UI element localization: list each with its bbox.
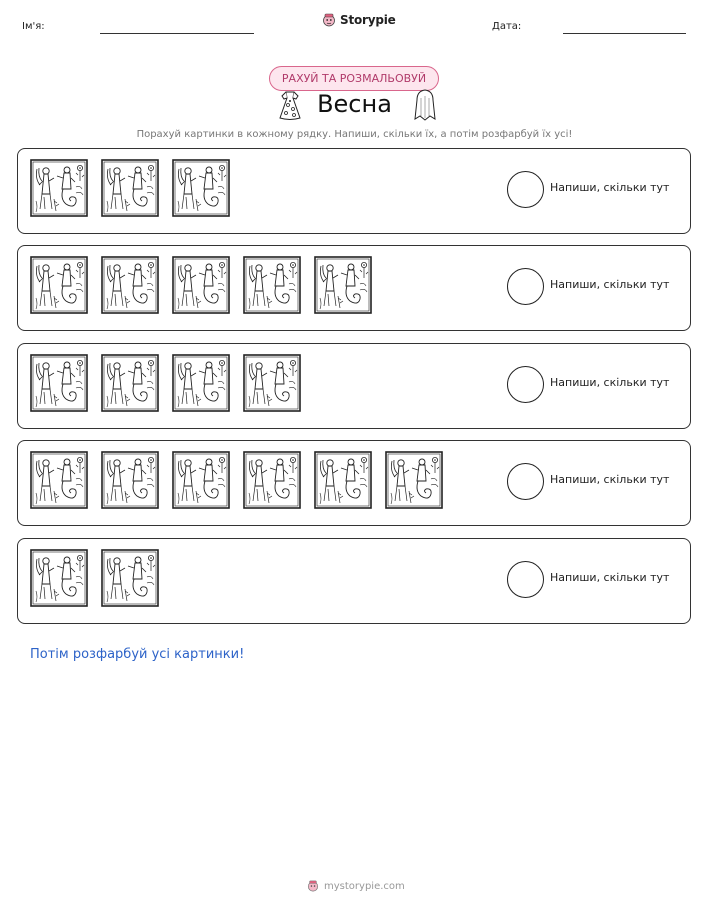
answer-circle[interactable] <box>507 463 544 500</box>
site-url: mystorypie.com <box>324 880 405 892</box>
answer-label: Напиши, скільки тут <box>550 181 670 194</box>
spring-figure-picture[interactable] <box>172 159 230 217</box>
spring-figure-picture[interactable] <box>101 549 159 607</box>
answer-circle[interactable] <box>507 561 544 598</box>
spring-figure-picture[interactable] <box>30 159 88 217</box>
instruction-text: Порахуй картинки в кожному рядку. Напиши, скільки їх, а потім розфарбуй їх усі! <box>136 129 573 140</box>
spring-figure-picture[interactable] <box>172 354 230 412</box>
activity-badge: РАХУЙ ТА РОЗМАЛЬОВУЙ <box>269 66 439 91</box>
date-label: Дата: <box>492 21 522 32</box>
spring-figure-picture[interactable] <box>243 256 301 314</box>
picture-group <box>30 549 159 607</box>
spring-figure-picture[interactable] <box>172 451 230 509</box>
counting-row-2 <box>17 245 691 331</box>
counting-row-5 <box>17 538 691 624</box>
picture-group <box>30 354 301 412</box>
page-title: Весна <box>317 90 392 118</box>
spring-figure-picture[interactable] <box>314 451 372 509</box>
spring-figure-picture[interactable] <box>172 256 230 314</box>
spring-figure-picture[interactable] <box>101 256 159 314</box>
answer-label: Напиши, скільки тут <box>550 571 670 584</box>
spring-figure-picture[interactable] <box>30 256 88 314</box>
counting-row-3 <box>17 343 691 429</box>
answer-label: Напиши, скільки тут <box>550 278 670 291</box>
answer-circle[interactable] <box>507 268 544 305</box>
spring-figure-picture[interactable] <box>30 354 88 412</box>
answer-circle[interactable] <box>507 171 544 208</box>
answer-label: Напиши, скільки тут <box>550 473 670 486</box>
footer-instruction: Потім розфарбуй усі картинки! <box>30 647 245 662</box>
ghost-costume-icon <box>411 88 439 122</box>
name-field[interactable] <box>100 33 254 34</box>
picture-group <box>30 256 372 314</box>
name-label: Ім'я: <box>22 21 45 32</box>
answer-circle[interactable] <box>507 366 544 403</box>
storypie-logo-icon <box>322 13 336 27</box>
picture-group <box>30 451 443 509</box>
spring-figure-picture[interactable] <box>30 549 88 607</box>
spring-figure-picture[interactable] <box>243 354 301 412</box>
brand-name: Storypie <box>340 13 396 27</box>
storypie-logo-icon <box>307 880 319 892</box>
footer-site <box>307 880 405 892</box>
date-field[interactable] <box>563 33 686 34</box>
spring-figure-picture[interactable] <box>385 451 443 509</box>
spring-figure-picture[interactable] <box>101 159 159 217</box>
counting-row-4 <box>17 440 691 526</box>
counting-row-1 <box>17 148 691 234</box>
spring-figure-picture[interactable] <box>101 354 159 412</box>
brand-logo <box>322 13 396 27</box>
spring-figure-picture[interactable] <box>243 451 301 509</box>
spring-figure-picture[interactable] <box>30 451 88 509</box>
answer-label: Напиши, скільки тут <box>550 376 670 389</box>
picture-group <box>30 159 230 217</box>
spring-figure-picture[interactable] <box>314 256 372 314</box>
spring-figure-picture[interactable] <box>101 451 159 509</box>
